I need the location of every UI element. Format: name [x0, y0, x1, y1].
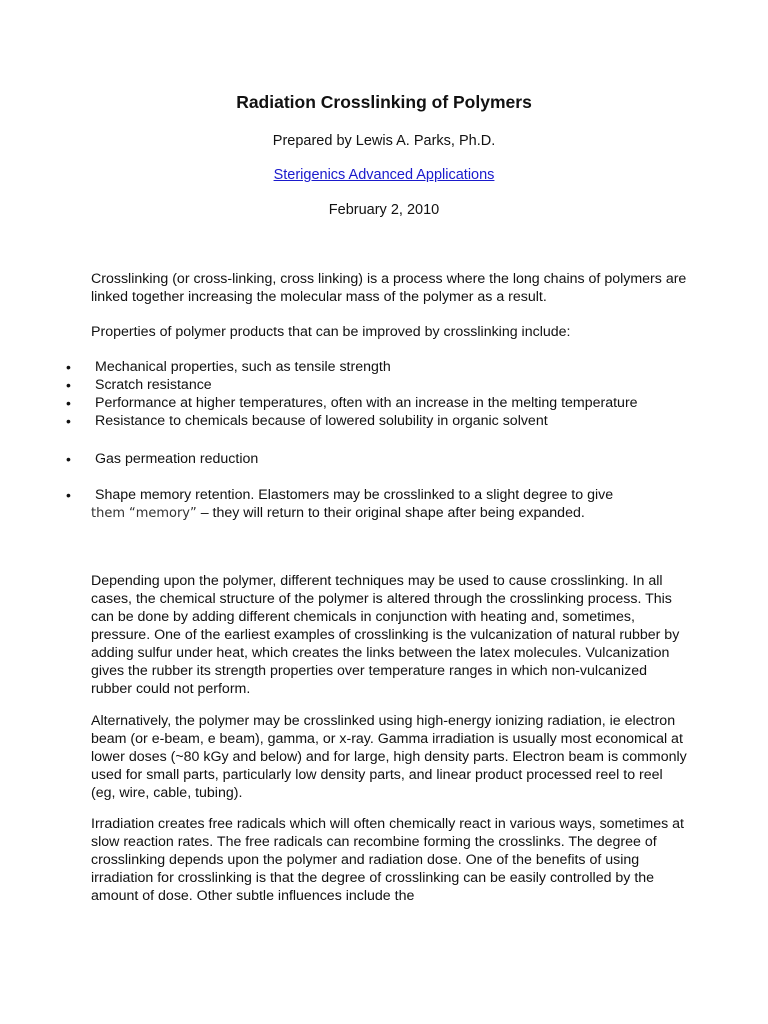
list-item	[0, 358, 695, 376]
list-item-text-line2	[91, 504, 695, 523]
list-item	[0, 376, 695, 394]
list-item-text: Scratch resistance	[95, 377, 212, 393]
intro-paragraph: Crosslinking (or cross-linking, cross linking) is a process where the long chains of polymers are linked together increasing the molecular mass of the polymer as a result.	[91, 271, 687, 305]
bullet-icon: •	[66, 451, 71, 467]
list-item	[0, 486, 695, 523]
list-item-text: Resistance to chemicals because of lowered solubility in organic solvent	[95, 413, 548, 429]
list-item-text: Performance at higher temperatures, often with an increase in the melting temperature	[95, 395, 638, 411]
list-item	[0, 450, 695, 468]
bullet-icon: •	[66, 487, 71, 503]
irradiation-paragraph: Irradiation creates free radicals which will often chemically react in various ways, sometimes at slow reaction rates. The free radicals can recombine forming the crosslinks. The degree of crosslinking depends upon the polymer and radiation dose. One of the benefits of using irradiation for crosslinking is that the degree of crosslinking can be easily controlled by the amount of dose. Other subtle influences include the	[91, 816, 684, 904]
bullet-icon: •	[66, 377, 71, 393]
list-item-text: Mechanical properties, such as tensile strength	[95, 359, 391, 375]
techniques-paragraph: Depending upon the polymer, different techniques may be used to cause crosslinking. In all cases, the chemical structure of the polymer is altered through the crosslinking process. This can be done by adding different chemicals in conjunction with heating and, sometimes, pressure. One of the earliest examples of crosslinking is the vulcanization of natural rubber by adding sulfur under heat, which creates the links between the latex molecules. Vulcanization gives the rubber its strength properties over temperature ranges in which non-vulcanized rubber could not perform.	[91, 573, 680, 697]
organization-line	[0, 166, 768, 184]
document-date: February 2, 2010	[328, 202, 440, 218]
list-item-text-them: them	[91, 506, 125, 521]
organization-link[interactable]: Sterigenics Advanced Applications	[273, 167, 495, 183]
list-item-text-tail: – they will return to their original shape after being expanded.	[200, 505, 585, 521]
gas-bullet-list	[0, 450, 768, 468]
list-item	[0, 394, 695, 412]
memory-quote-text: “memory”	[128, 506, 197, 521]
document-title: Radiation Crosslinking of Polymers	[236, 92, 532, 112]
properties-intro-paragraph: Properties of polymer products that can be improved by crosslinking include:	[91, 324, 571, 340]
radiation-methods-paragraph: Alternatively, the polymer may be crosslinked using high-energy ionizing radiation, ie electron beam (or e-beam, e beam), gamma, or x-ray. Gamma irradiation is usually most economical at lower doses (~80 kGy and below) and for large, high density parts. Electron beam is commonly used for small parts, particularly low density parts, and linear product processed reel to reel (eg, wire, cable, tubing).	[91, 713, 687, 801]
bullet-icon: •	[66, 359, 71, 375]
author-line: Prepared by Lewis A. Parks, Ph.D.	[272, 133, 496, 149]
properties-bullet-list	[0, 358, 768, 430]
bullet-icon: •	[66, 413, 71, 429]
shape-memory-bullet-list	[0, 486, 768, 523]
list-item-text: Gas permeation reduction	[95, 451, 259, 467]
list-item-text-line1: Shape memory retention. Elastomers may be crosslinked to a slight degree to give	[95, 487, 614, 503]
bullet-icon: •	[66, 395, 71, 411]
list-item	[0, 412, 695, 430]
